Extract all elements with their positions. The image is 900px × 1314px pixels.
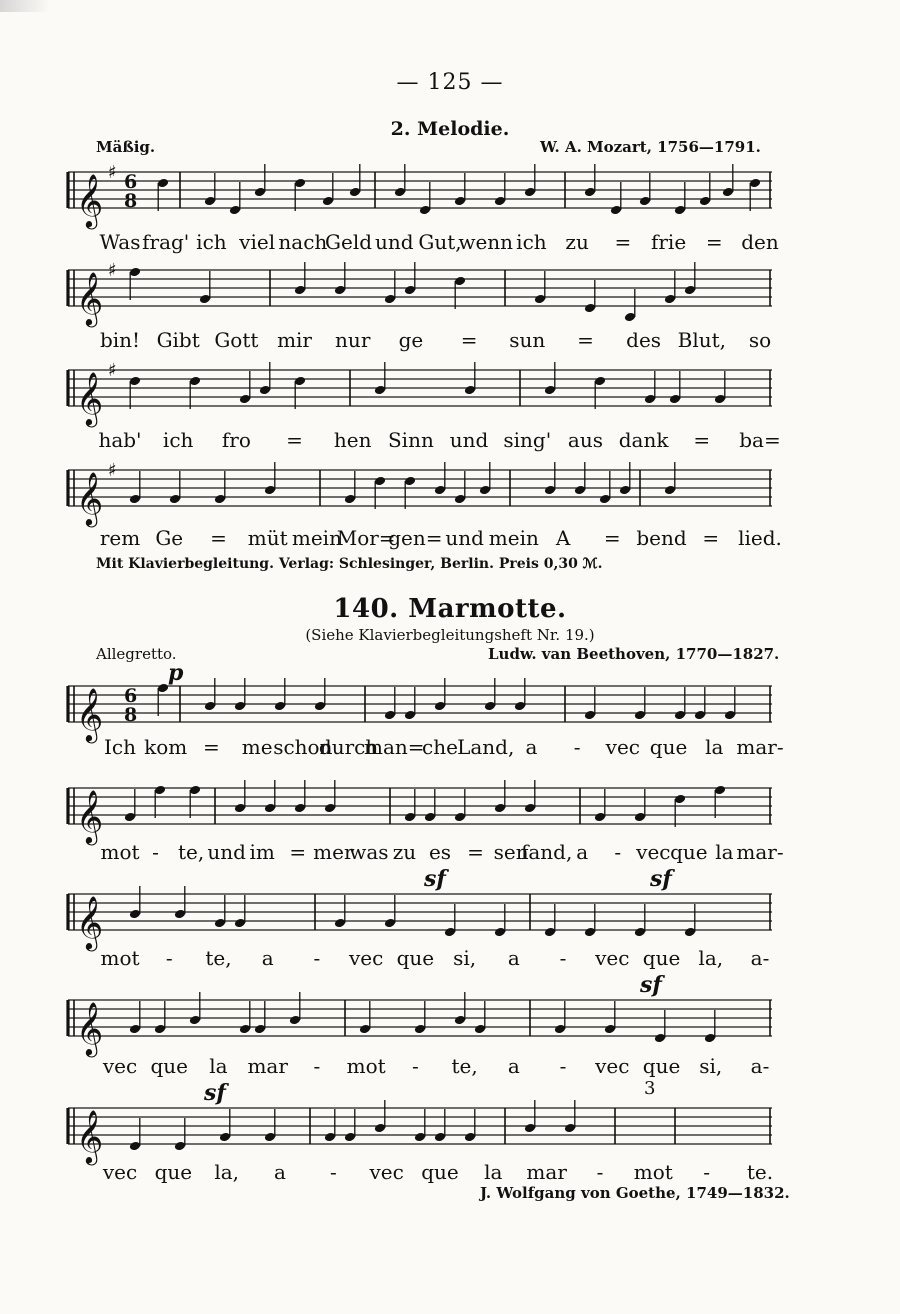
lyric-syllable: ge [398,328,424,352]
lyric-syllable: so [748,328,772,352]
time-signature-top: 6 [124,685,138,707]
lyric-syllable: si, [453,946,477,970]
lyric-syllable: mar [526,1160,567,1184]
lyric-syllable: mar- [736,840,784,864]
lyric-syllable: = [203,735,220,759]
scan-edge [0,0,50,12]
lyric-syllable: des [626,328,662,352]
treble-clef-icon: 𝄞 [76,471,104,525]
lyric-syllable: sen [493,840,529,864]
lyric-syllable: que [154,1160,193,1184]
lyric-syllable: müt [247,526,288,550]
lyric-syllable: Land, [457,735,515,759]
lyric-syllable: = [614,230,632,254]
lyric-syllable: = [705,230,723,254]
lyric-syllable: Gut, [418,230,462,254]
lyric-syllable: - [313,1054,321,1078]
lyric-syllable: mot [346,1054,386,1078]
lyric-syllable: che [422,735,458,759]
lyric-syllable: - [614,840,622,864]
dynamic-marking: sf [640,972,662,998]
lyric-syllable: Ge [155,526,184,550]
lyric-syllable: im [249,840,275,864]
time-signature-bottom: 8 [124,190,138,212]
lyric-syllable: - [313,946,321,970]
lyric-syllable: es [428,840,452,864]
song2-composer: Ludw. van Beethoven, 1770—1827. [488,645,780,663]
lyric-syllable: fand, [520,840,573,864]
lyric-syllable: mar [247,1054,288,1078]
lyric-syllable: que [642,1054,681,1078]
lyric-syllable: - [559,1054,567,1078]
lyric-syllable: zu [565,230,589,254]
song1-footnote: Mit Klavierbegleitung. Verlag: Schlesinger, Berlin. Preis 0,30 ℳ. [96,556,603,572]
lyric-syllable: la [209,1054,228,1078]
sharp-icon: ♯ [108,162,117,183]
song1-title: 2. Melodie. [390,118,510,140]
time-signature-bottom: 8 [124,704,138,726]
lyric-syllable: lied. [738,526,782,550]
treble-clef-icon: 𝄞 [76,271,104,325]
lyric-syllable: que [649,735,688,759]
lyric-syllable: viel [239,230,276,254]
lyric-syllable: schon [273,735,333,759]
staff [60,348,780,438]
lyric-syllable: me [241,735,273,759]
lyric-syllable: und [374,230,414,254]
lyric-syllable: mer [313,840,354,864]
lyric-syllable: - [152,840,159,864]
lyric-syllable: mar- [736,735,784,759]
lyric-syllable: Ich [104,735,136,759]
lyric-syllable: hab' [98,428,142,452]
lyric-syllable: und [207,840,246,864]
lyric-syllable: kom [144,735,188,759]
lyrics-line [80,526,780,556]
lyric-syllable: wenn [458,230,514,254]
lyric-syllable: Mor= [336,526,396,550]
lyric-syllable: que [642,946,681,970]
triplet-number: 3 [644,1078,656,1099]
lyric-syllable: bend [636,526,687,550]
lyric-syllable: te, [451,1054,478,1078]
lyric-syllable: rem [99,526,141,550]
staff [60,150,780,240]
treble-clef-icon: 𝄞 [76,895,104,949]
lyric-syllable: - [411,1054,419,1078]
page-number: — 125 — [396,70,504,95]
lyric-syllable: si, [699,1054,723,1078]
lyric-syllable: te, [177,840,205,864]
lyric-syllable: = [286,428,303,452]
lyric-syllable: te, [205,946,232,970]
lyric-syllable: vec [595,1054,630,1078]
lyric-syllable: ich [196,230,227,254]
lyric-syllable: vec [595,946,630,970]
lyric-syllable: = [289,840,307,864]
lyric-syllable: = [210,526,227,550]
lyric-syllable: la, [698,946,724,970]
lyric-syllable: Blut, [677,328,726,352]
dynamic-marking: p [168,660,184,686]
treble-clef-icon: 𝄞 [76,371,104,425]
lyric-syllable: la, [214,1160,239,1184]
lyric-syllable: la [484,1160,503,1184]
lyric-syllable: was [349,840,389,864]
lyric-syllable: man= [364,735,425,759]
lyric-syllable: a [274,1160,286,1184]
sharp-icon: ♯ [108,260,117,281]
lyric-syllable: a [576,840,589,864]
lyric-syllable: Gott [214,328,259,352]
lyric-syllable: bin! [99,328,141,352]
lyric-syllable: a [525,735,538,759]
treble-clef-icon: 𝄞 [76,789,104,843]
lyric-syllable: zu [392,840,417,864]
sharp-icon: ♯ [108,360,117,381]
lyric-syllable: a- [750,1054,770,1078]
lyric-syllable: - [573,735,581,759]
lyric-syllable: mein [488,526,539,550]
lyric-syllable: durch [318,735,379,759]
lyric-syllable: - [165,946,173,970]
time-signature-top: 6 [124,171,138,193]
lyric-syllable: - [703,1160,711,1184]
staff [60,248,780,338]
lyric-syllable: a [261,946,274,970]
lyric-syllable: und [445,526,484,550]
dynamic-marking: sf [424,866,446,892]
lyric-syllable: und [449,428,489,452]
lyric-syllable: vec [605,735,641,759]
lyric-syllable: sing' [503,428,552,452]
lyric-syllable: nur [335,328,371,352]
lyrics-line [80,735,784,765]
lyric-syllable: = [460,328,478,352]
lyric-syllable: gen= [388,526,443,550]
lyric-syllable: = [693,428,711,452]
treble-clef-icon: 𝄞 [76,687,104,741]
lyric-syllable: la [715,840,734,864]
lyric-syllable: - [329,1160,337,1184]
lyric-syllable: = [577,328,594,352]
song2-tempo: Allegretto. [96,645,177,663]
lyric-syllable: que [150,1054,188,1078]
lyric-syllable: te. [746,1160,774,1184]
lyric-syllable: frag' [142,230,190,254]
lyric-syllable: fro [221,428,251,452]
lyric-syllable: que [396,946,435,970]
lyric-syllable: ba= [739,428,781,452]
lyric-syllable: den [741,230,779,254]
lyric-syllable: ich [516,230,547,254]
lyric-syllable: Geld [325,230,373,254]
dynamic-marking: sf [204,1080,226,1106]
lyric-syllable: a- [750,946,770,970]
lyric-syllable: a [507,946,520,970]
lyrics-line [80,1054,780,1084]
treble-clef-icon: 𝄞 [76,173,104,227]
lyric-syllable: vec [348,946,384,970]
song2-title: 140. Marmotte. [333,594,567,624]
lyric-syllable: mir [277,328,312,352]
song2-subtitle: (Siehe Klavierbegleitungsheft Nr. 19.) [305,626,595,644]
lyric-syllable: a [507,1054,520,1078]
song1-composer: W. A. Mozart, 1756—1791. [540,138,761,156]
lyric-syllable: mot [100,946,140,970]
lyric-syllable: mein [291,526,342,550]
song2-author: J. Wolfgang von Goethe, 1749—1832. [480,1184,790,1202]
lyric-syllable: vec [369,1160,404,1184]
lyric-syllable: vec [102,1054,138,1078]
lyric-syllable: ich [162,428,194,452]
lyric-syllable: dank [618,428,669,452]
lyric-syllable: Sinn [387,428,434,452]
lyric-syllable: Gibt [156,328,200,352]
lyric-syllable: frie [650,230,687,254]
lyric-syllable: A [555,526,571,550]
lyric-syllable: Was [99,230,141,254]
sharp-icon: ♯ [108,460,117,481]
lyric-syllable: mot [633,1160,673,1184]
treble-clef-icon: 𝄞 [76,1001,104,1055]
lyric-syllable: sun [509,328,546,352]
lyric-syllable: hen [333,428,372,452]
lyric-syllable: - [596,1160,604,1184]
lyric-syllable: aus [567,428,603,452]
lyric-syllable: - [559,946,567,970]
dynamic-marking: sf [650,866,672,892]
treble-clef-icon: 𝄞 [76,1109,104,1163]
lyric-syllable: que [421,1160,459,1184]
staff [60,448,780,538]
lyric-syllable: mot [100,840,140,864]
lyric-syllable: = [467,840,484,864]
song1-tempo: Mäßig. [96,138,156,156]
lyric-syllable: que [670,840,708,864]
lyric-syllable: vec [102,1160,138,1184]
lyric-syllable: nach [278,230,328,254]
lyric-syllable: = [603,526,621,550]
lyric-syllable: = [702,526,720,550]
lyric-syllable: vec [636,840,671,864]
lyrics-line [80,946,780,976]
lyric-syllable: la [705,735,724,759]
